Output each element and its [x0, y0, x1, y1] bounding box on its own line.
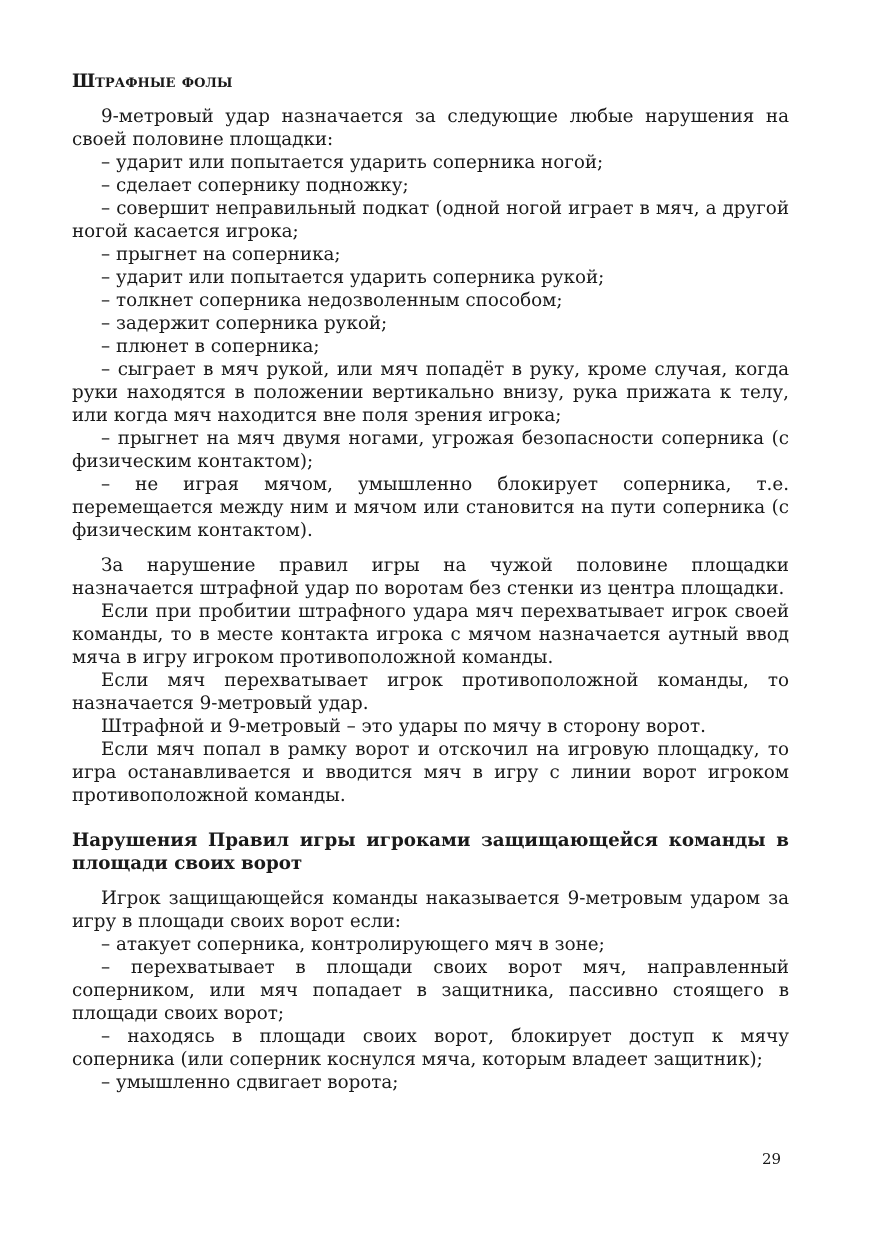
foul-item: – прыгнет на соперника;: [101, 244, 341, 265]
violation-item: – находясь в площади своих ворот, блокирует доступ к мячу соперника (или соперник коснулся мяча, которым владеет защитник);: [72, 1026, 789, 1070]
foul-item: – ударит или попытается ударить соперника рукой;: [101, 267, 605, 288]
violation-item: – атакует соперника, контролирующего мяч в зоне;: [101, 934, 605, 955]
foul-item: – толкнет соперника недозволенным способом;: [101, 290, 563, 311]
foul-item: – прыгнет на мяч двумя ногами, угрожая безопасности соперника (с физическим контактом);: [72, 428, 789, 472]
page-number: 29: [762, 1150, 782, 1168]
intro-paragraph-2: Игрок защищающейся команды наказывается 9-метровым ударом за игру в площади своих ворот если:: [72, 888, 789, 932]
section-heading-defender-violations: Нарушения Правил игры игроками защищающейся команды в площади своих ворот: [72, 830, 789, 874]
page-content: [72, 70, 789, 1094]
intro-paragraph: 9-метровый удар назначается за следующие любые нарушения на своей половине площадки:: [72, 106, 789, 150]
foul-item: – плюнет в соперника;: [101, 336, 320, 357]
violation-item: – умышленно сдвигает ворота;: [101, 1072, 399, 1093]
foul-item: – совершит неправильный подкат (одной ногой играет в мяч, а другой ногой касается игрока;: [72, 198, 789, 242]
foul-item: – сделает сопернику подножку;: [101, 175, 409, 196]
section-heading-penalty-fouls: Штрафные фолы: [72, 71, 233, 92]
foul-item: – не играя мячом, умышленно блокирует соперника, т.е. перемещается между ним и мячом или становится на пути соперника (с физическим контактом).: [72, 474, 789, 541]
violation-item: – перехватывает в площади своих ворот мяч, направленный соперником, или мяч попадает в защитника, пассивно стоящего в площади своих ворот;: [72, 957, 789, 1024]
body-paragraph: За нарушение правил игры на чужой половине площадки назначается штрафной удар по воротам без стенки из центра площадки.: [72, 555, 789, 599]
body-paragraph: Если мяч перехватывает игрок противоположной команды, то назначается 9-метровый удар.: [72, 670, 789, 714]
body-paragraph: Если при пробитии штрафного удара мяч перехватывает игрок своей команды, то в месте контакта игрока с мячом назначается аутный ввод мяча в игру игроком противоположной команды.: [72, 601, 789, 668]
foul-item: – ударит или попытается ударить соперника ногой;: [101, 152, 604, 173]
foul-item: – сыграет в мяч рукой, или мяч попадёт в руку, кроме случая, когда руки находятся в положении вертикально внизу, рука прижата к телу, или когда мяч находится вне поля зрения игрока;: [72, 359, 789, 426]
body-paragraph: Если мяч попал в рамку ворот и отскочил на игровую площадку, то игра останавливается и вводится мяч в игру с линии ворот игроком противоположной команды.: [72, 739, 789, 806]
foul-item: – задержит соперника рукой;: [101, 313, 388, 334]
body-paragraph: Штрафной и 9-метровый – это удары по мячу в сторону ворот.: [101, 716, 706, 737]
